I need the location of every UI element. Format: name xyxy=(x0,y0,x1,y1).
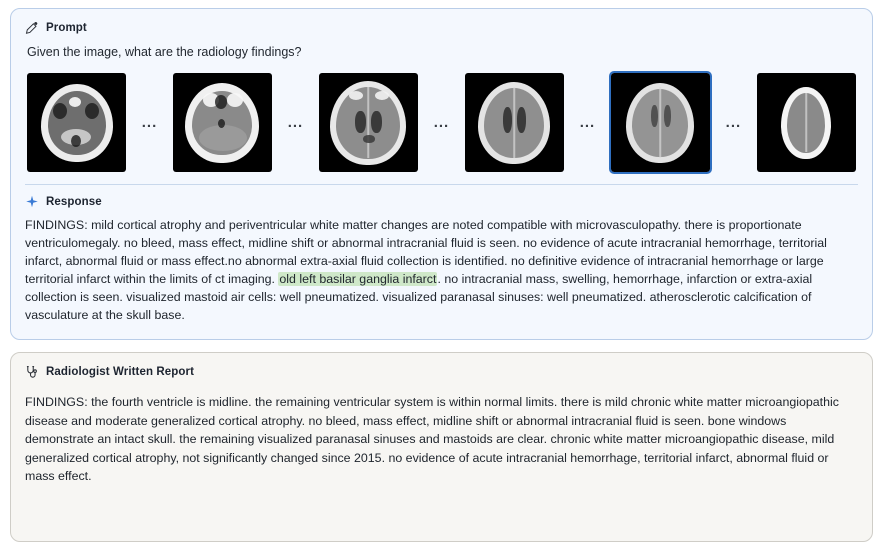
ellipsis-3: ... xyxy=(433,114,450,131)
response-header-label: Response xyxy=(46,196,102,208)
stethoscope-icon xyxy=(25,365,39,379)
ct-slice-3-render xyxy=(319,73,418,172)
ct-slice-4-render xyxy=(465,73,564,172)
response-header xyxy=(25,195,858,209)
response-highlight: old left basilar ganglia infarct xyxy=(279,271,437,286)
report-header xyxy=(25,365,858,379)
radiologist-report-card xyxy=(10,352,873,542)
ct-slice-5[interactable] xyxy=(611,73,710,172)
prompt-header-label: Prompt xyxy=(46,22,87,34)
ellipsis-2: ... xyxy=(287,114,304,131)
ct-image-strip xyxy=(25,73,858,172)
ct-slice-6[interactable] xyxy=(757,73,856,172)
prompt-question: Given the image, what are the radiology findings? xyxy=(27,45,302,59)
report-text: FINDINGS: the fourth ventricle is midline. the remaining ventricular system is within normal limits. there is mild chronic white matter microangiopathic disease and moderate generalized cortical atrophy. no bleed, mass effect, midline shift or abnormal intracranial fluid is seen. bone windows demonstrate an intact skull. the remaining visualized paranasal sinuses and mastoids are clear. chronic white matter microangiopathic disease, mild generalized cortical atrophy, not significantly changed since 2015. no evidence of acute intracranial hemorrhage, territorial infarct, abnormal fluid or mass effect. xyxy=(25,394,839,484)
response-text-part2: . no intracranial mass, swelling, hemorrhage, infarction or extra-axial collection is seen. visualized mastoid air cells: well pneumatized. visualized paranasal sinuses: well pneumatized. atherosclerotic calcification of vasculature at the skull base. xyxy=(25,271,813,322)
ellipsis-1: ... xyxy=(141,114,158,131)
ct-slice-4[interactable] xyxy=(465,73,564,172)
response-text xyxy=(25,217,858,325)
prompt-card xyxy=(10,8,873,340)
ct-slice-1-render xyxy=(27,73,126,172)
ct-slice-5-render xyxy=(611,73,710,172)
ct-slice-6-render xyxy=(757,73,856,172)
ellipsis-5: ... xyxy=(725,114,742,131)
ellipsis-4: ... xyxy=(579,114,596,131)
ct-slice-3[interactable] xyxy=(319,73,418,172)
prompt-response-divider xyxy=(25,184,858,185)
ct-slice-2-render xyxy=(173,73,272,172)
ct-slice-1[interactable] xyxy=(27,73,126,172)
response-text-part1: FINDINGS: mild cortical atrophy and periventricular white matter changes are noted compatible with microvasculopathy. there is proportionate ventriculomegaly. no bleed, mass effect, midline shift or abnormal intracranial fluid is seen. no evidence of acute intracranial hemorrhage, territorial infarct, abnormal fluid or mass effect.no abnormal extra-axial fluid collection is identified. no definitive evidence of intracranial hemorrhage or large territorial infarct within the limits of ct imaging. xyxy=(25,218,827,286)
sparkle-icon xyxy=(25,195,39,209)
pencil-icon xyxy=(25,21,39,35)
prompt-header xyxy=(25,21,858,35)
report-header-label: Radiologist Written Report xyxy=(46,365,195,378)
ct-slice-2[interactable] xyxy=(173,73,272,172)
